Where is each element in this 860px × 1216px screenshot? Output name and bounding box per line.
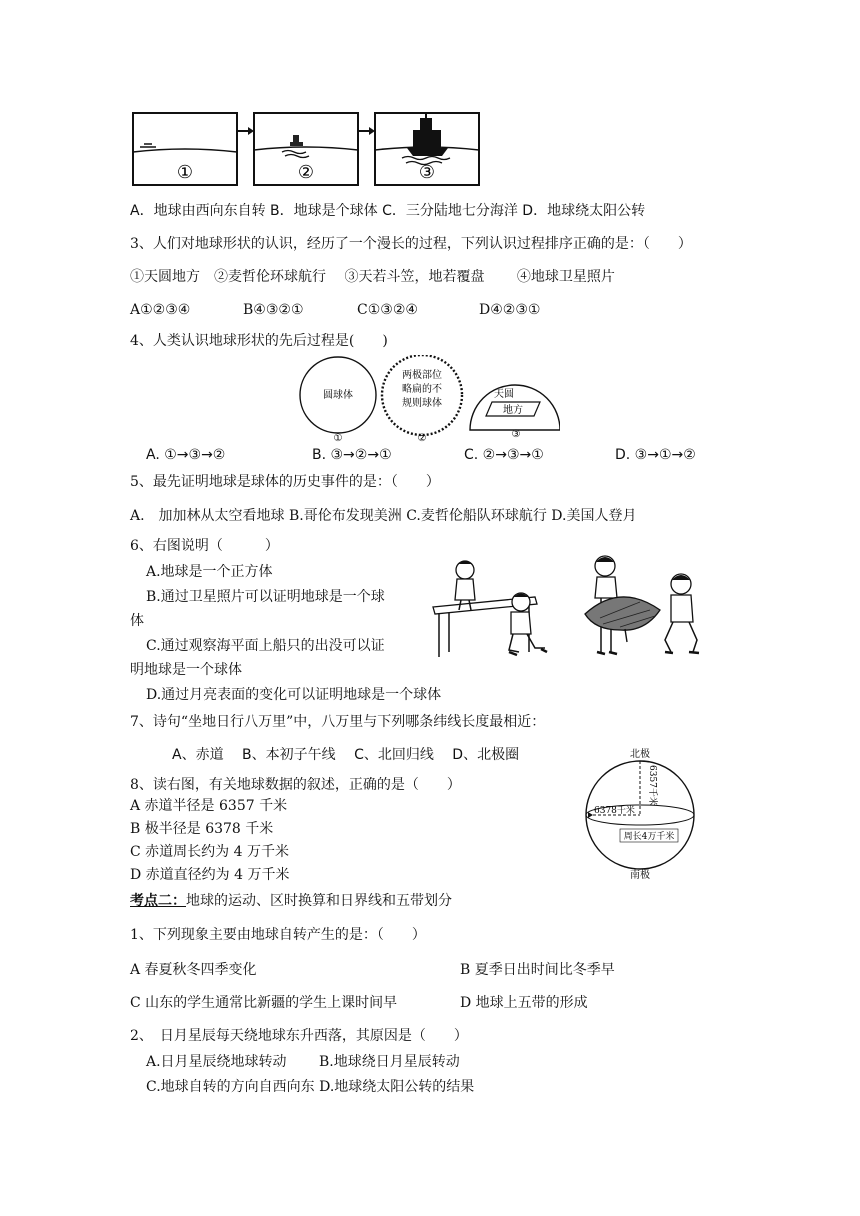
- q3-stem: 3、人们对地球形状的认识，经历了一个漫长的过程，下列认识过程排序正确的是：（ ）: [130, 236, 692, 252]
- ship-label-1: ①: [176, 162, 194, 183]
- s2q1-option-d: D 地球上五带的形成: [460, 995, 588, 1011]
- section2-title: 地球的运动、区时换算和日界线和五带划分: [186, 893, 452, 909]
- q3-option-a: A①②③④: [130, 302, 191, 318]
- q4-option-d: D. ③→①→②: [615, 447, 696, 463]
- q8-option-b: B 极半径是 6378 千米: [130, 821, 274, 837]
- ships-horizon-figure: [130, 110, 480, 190]
- sphere-label: 圆球体: [323, 390, 353, 401]
- south-pole-label: 南极: [630, 870, 650, 880]
- q3-option-c: C①③②④: [357, 302, 418, 318]
- fig4-num-2: ②: [417, 433, 427, 444]
- q8-option-a: A 赤道半径是 6357 千米: [130, 798, 288, 814]
- q4-option-b: B. ③→②→①: [312, 447, 392, 463]
- q7-stem: 7、诗句“坐地日行八万里”中，八万里与下列哪条纬线长度最相近：: [130, 714, 546, 730]
- ships-horizon-svg: [130, 110, 480, 190]
- section2-heading: [130, 892, 452, 910]
- q6-stem: 6、右图说明（ ）: [130, 538, 279, 554]
- q6-option-b-line2: 体: [130, 613, 144, 629]
- q3-option-d: D④②③①: [479, 302, 541, 318]
- q4-option-c: C. ②→③→①: [464, 447, 544, 463]
- q5-options: A. 加加林从太空看地球 B.哥伦布发现美洲 C.麦哲伦船队环球航行 D.美国人登月: [130, 508, 637, 524]
- irregular-label-2: 略扁的不: [402, 384, 442, 395]
- q4-stem: 4、人类认识地球形状的先后过程是( ): [130, 333, 388, 349]
- q8-option-c: C 赤道周长约为 4 万千米: [130, 844, 289, 860]
- q2-options: A．地球由西向东自转 B．地球是个球体 C．三分陆地七分海洋 D．地球绕太阳公转: [130, 203, 646, 219]
- q5-stem: 5、最先证明地球是球体的历史事件的是：（ ）: [130, 474, 440, 490]
- q3-option-b: B④③②①: [243, 302, 304, 318]
- q6-option-d: D.通过月亮表面的变化可以证明地球是一个球体: [146, 687, 442, 703]
- s2q2-options-ab: A.日月星辰绕地球转动 B.地球绕日月星辰转动: [146, 1054, 460, 1070]
- circumference-label: 周长4万千米: [623, 832, 675, 842]
- fig4-num-3: ③: [511, 429, 521, 440]
- s2q1-option-b: B 夏季日出时间比冬季早: [460, 962, 615, 978]
- q6-option-b-line1: B.通过卫星照片可以证明地球是一个球: [146, 589, 385, 605]
- irregular-sphere-circle: [382, 355, 462, 435]
- s2q1-option-a: A 春夏秋冬四季变化: [130, 962, 257, 978]
- s2q1-stem: 1、下列现象主要由地球自转产生的是：（ ）: [130, 927, 426, 943]
- q8-option-d: D 赤道直径约为 4 万千米: [130, 867, 290, 883]
- q6-option-c-line2: 明地球是一个球体: [130, 662, 242, 678]
- fig4-num-1: ①: [333, 433, 343, 444]
- ship-label-2: ②: [297, 162, 315, 183]
- q7-options: A、赤道 B、本初子午线 C、北回归线 D、北极圈: [172, 747, 520, 763]
- equatorial-radius-label: 6378千米: [594, 806, 635, 816]
- s2q2-stem: 2、 日月星辰每天绕地球东升西落，其原因是（ ）: [130, 1028, 468, 1044]
- s2q2-options-cd: C.地球自转的方向自西向东 D.地球绕太阳公转的结果: [146, 1079, 475, 1095]
- section2-label: 考点二：: [130, 893, 186, 909]
- dome-top-label: 天圆: [494, 389, 514, 400]
- s2q1-option-c: C 山东的学生通常比新疆的学生上课时间早: [130, 995, 398, 1011]
- polar-radius-label: 6357千米: [647, 765, 657, 806]
- q6-option-a: A.地球是一个正方体: [146, 564, 273, 580]
- q8-stem: 8、读右图，有关地球数据的叙述，正确的是（ ）: [130, 777, 461, 793]
- ground-label: 地方: [503, 405, 523, 416]
- q4-option-a: A. ①→③→②: [146, 447, 226, 463]
- children-experiment-figure: [425, 552, 710, 667]
- irregular-label-1: 两极部位: [402, 370, 442, 381]
- irregular-label-3: 规则球体: [402, 398, 442, 409]
- north-pole-label: 北极: [630, 749, 650, 760]
- q6-option-c-line1: C.通过观察海平面上船只的出没可以证: [146, 638, 385, 654]
- ship-label-3: ③: [418, 162, 436, 183]
- earth-dimensions-figure: [580, 745, 705, 880]
- q3-items: ①天圆地方 ②麦哲伦环球航行 ③天若斗笠，地若覆盘 ④地球卫星照片: [130, 269, 615, 285]
- earth-shape-figure: [290, 355, 560, 445]
